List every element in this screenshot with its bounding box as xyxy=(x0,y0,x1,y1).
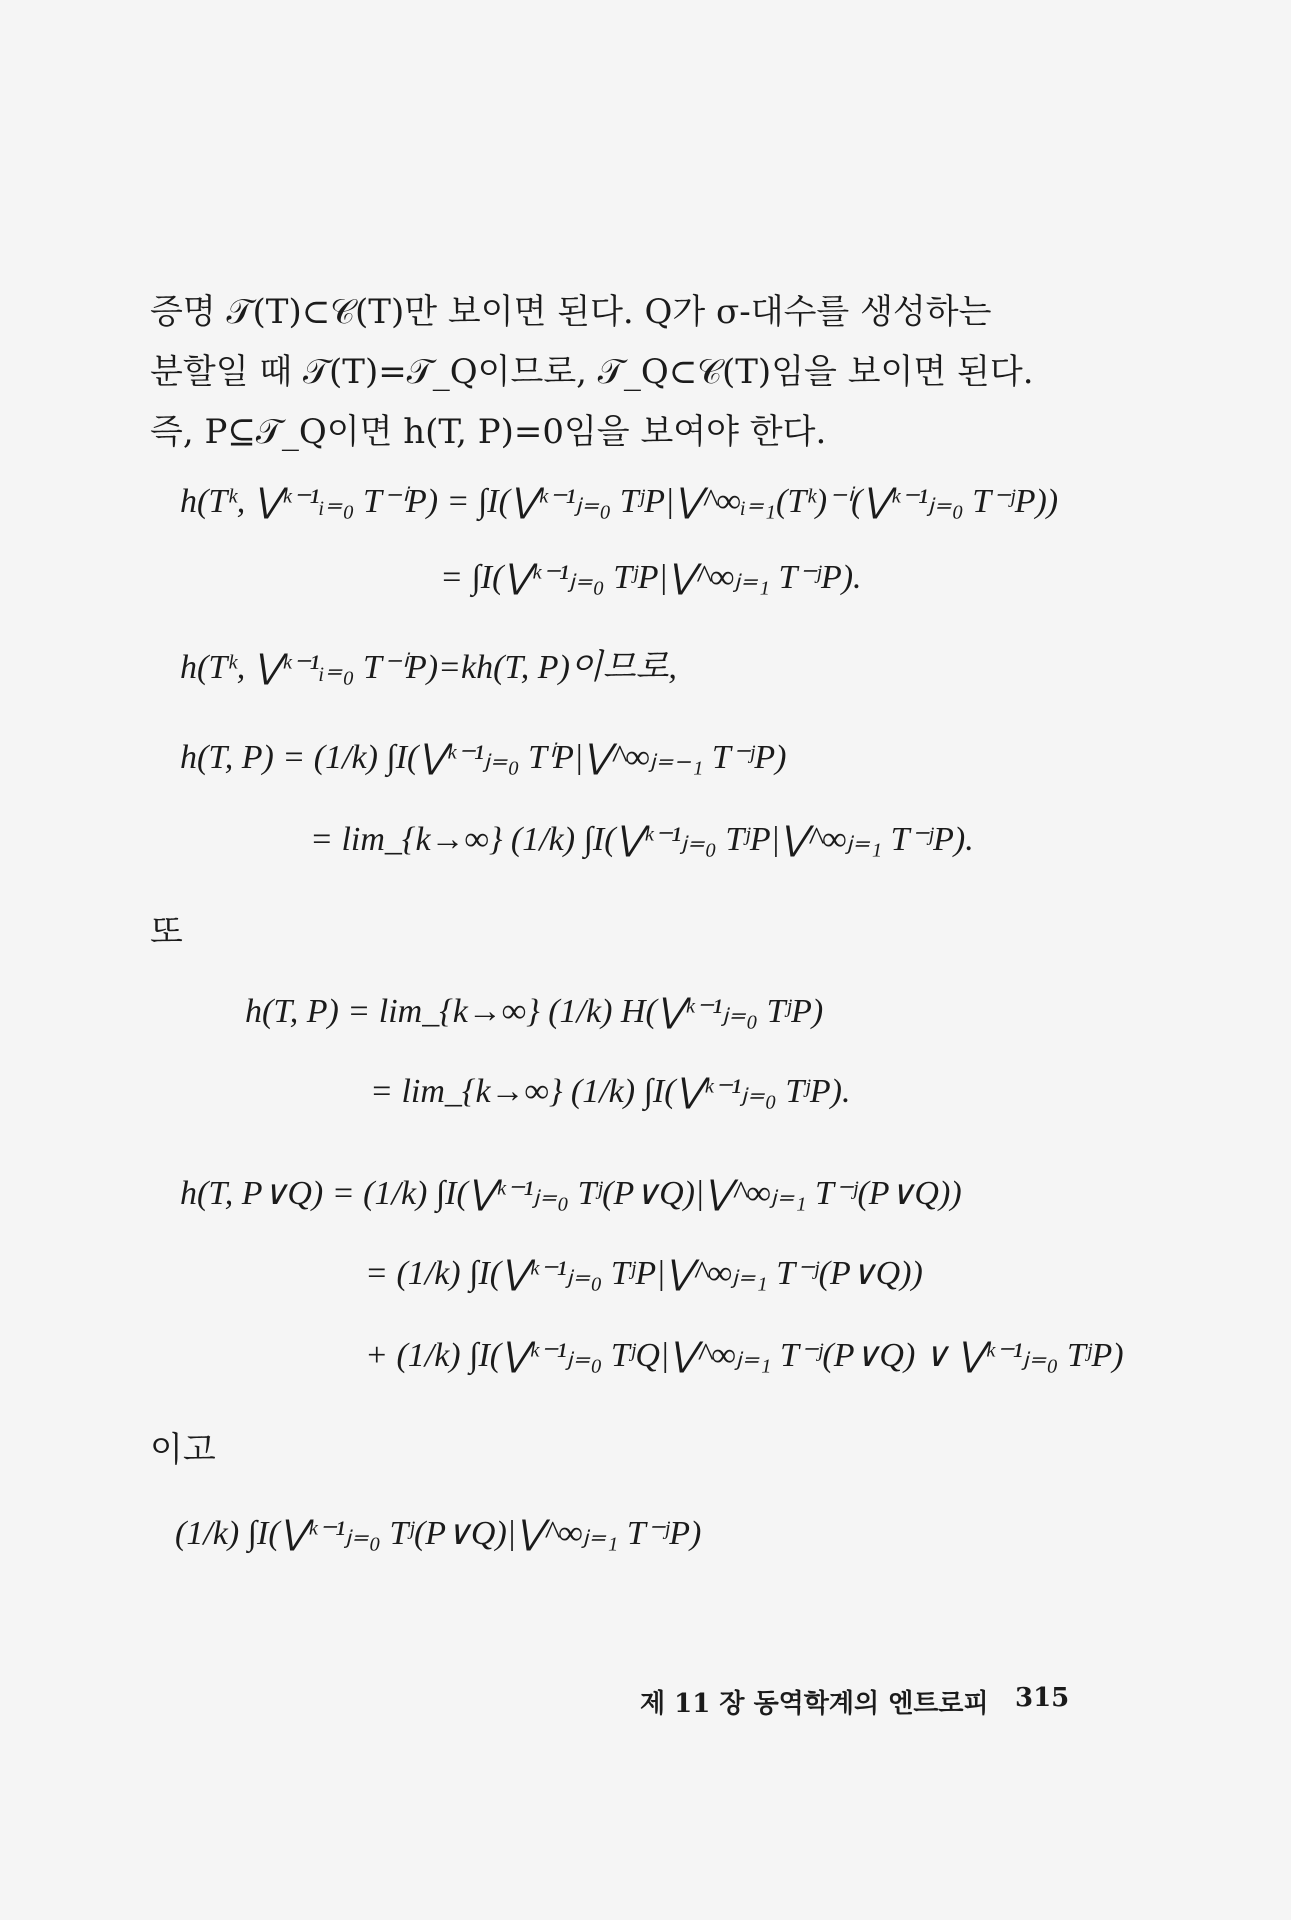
text-also: 또 xyxy=(150,912,183,952)
proof-line-2: 분할일 때 𝒯(T)=𝒯_Q이므로, 𝒯_Q⊂𝒞(T)임을 보이면 된다. xyxy=(150,352,1034,392)
equation-3a: h(T, P) = (1/k) ∫I(⋁ᵏ⁻¹ⱼ₌₀ TⁱP|⋁^∞ⱼ₌₋₁ T⁻ʲP) xyxy=(180,739,787,776)
page-number: 315 xyxy=(1015,1683,1070,1713)
equation-4b: = lim_{k→∞} (1/k) ∫I(⋁ᵏ⁻¹ⱼ₌₀ TʲP). xyxy=(370,1073,851,1110)
text-and: 이고 xyxy=(150,1430,216,1470)
proof-line-1: 증명 𝒯(T)⊂𝒞(T)만 보이면 된다. Q가 σ-대수를 생성하는 xyxy=(150,292,992,332)
footer-chapter: 제 11 장 동역학계의 엔트로피 xyxy=(640,1689,989,1719)
equation-5c: + (1/k) ∫I(⋁ᵏ⁻¹ⱼ₌₀ TʲQ|⋁^∞ⱼ₌₁ T⁻ʲ(P∨Q) ∨ ⋁ᵏ⁻¹ⱼ₌₀ TʲP) xyxy=(365,1337,1124,1374)
equation-5a: h(T, P∨Q) = (1/k) ∫I(⋁ᵏ⁻¹ⱼ₌₀ Tʲ(P∨Q)|⋁^∞ⱼ₌₁ T⁻ʲ(P∨Q)) xyxy=(180,1175,962,1212)
equation-3b: = lim_{k→∞} (1/k) ∫I(⋁ᵏ⁻¹ⱼ₌₀ TʲP|⋁^∞ⱼ₌₁ T⁻ʲP). xyxy=(310,821,974,858)
proof-line-3: 즉, P⊆𝒯_Q이면 h(T, P)=0임을 보여야 한다. xyxy=(150,412,827,452)
equation-2: h(Tᵏ, ⋁ᵏ⁻¹ᵢ₌₀ T⁻ⁱP)=kh(T, P)이므로, xyxy=(180,649,677,686)
equation-1b: = ∫I(⋁ᵏ⁻¹ⱼ₌₀ TʲP|⋁^∞ⱼ₌₁ T⁻ʲP). xyxy=(440,559,862,596)
equation-4a: h(T, P) = lim_{k→∞} (1/k) H(⋁ᵏ⁻¹ⱼ₌₀ TʲP) xyxy=(245,993,824,1030)
equation-5b: = (1/k) ∫I(⋁ᵏ⁻¹ⱼ₌₀ TʲP|⋁^∞ⱼ₌₁ T⁻ʲ(P∨Q)) xyxy=(365,1255,923,1292)
equation-6: (1/k) ∫I(⋁ᵏ⁻¹ⱼ₌₀ Tʲ(P∨Q)|⋁^∞ⱼ₌₁ T⁻ʲP) xyxy=(175,1515,702,1552)
equation-1a: h(Tᵏ, ⋁ᵏ⁻¹ᵢ₌₀ T⁻ⁱP) = ∫I(⋁ᵏ⁻¹ⱼ₌₀ TʲP|⋁^∞ᵢ₌₁(Tᵏ)⁻ⁱ(⋁ᵏ⁻¹ⱼ₌₀ T⁻ʲP)) xyxy=(180,483,1059,520)
